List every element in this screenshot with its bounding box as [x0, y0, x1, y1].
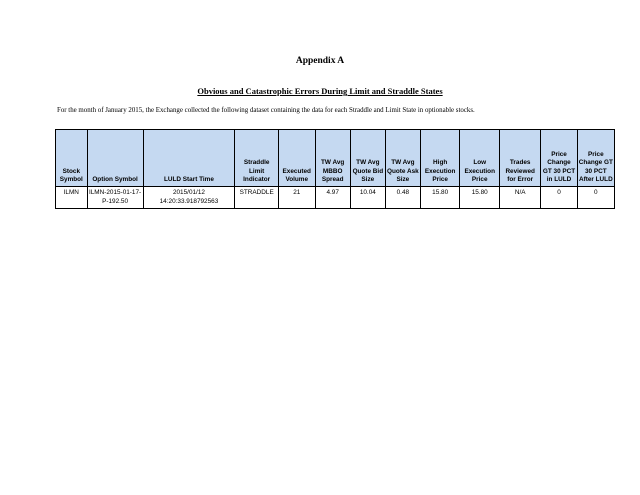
header-luld-start-time: LULD Start Time: [143, 130, 235, 187]
header-tw-avg-quote-bid-size: TW Avg Quote Bid Size: [350, 130, 385, 187]
cell-tw-avg-mbbo-spread: 4.97: [315, 187, 350, 209]
cell-stock-symbol: ILMN: [56, 187, 88, 209]
cell-straddle-limit-indicator: STRADDLE: [235, 187, 279, 209]
header-price-change-in-luld: Price Change GT 30 PCT in LULD: [541, 130, 577, 187]
intro-paragraph: For the month of January 2015, the Exchange collected the following dataset containing the data for each Straddle and Limit State in optionable stocks.: [57, 107, 475, 114]
document-title: Obvious and Catastrophic Errors During Limit and Straddle States: [197, 86, 443, 96]
cell-executed-volume: 21: [278, 187, 315, 209]
header-stock-symbol: Stock Symbol: [56, 130, 88, 187]
cell-luld-start-time: 2015/01/12 14:20:33.918792563: [143, 187, 235, 209]
cell-trades-reviewed: N/A: [500, 187, 541, 209]
cell-price-change-after-luld: 0: [577, 187, 614, 209]
cell-high-execution-price: 15.80: [420, 187, 460, 209]
header-price-change-after-luld: Price Change GT 30 PCT After LULD: [577, 130, 614, 187]
header-option-symbol: Option Symbol: [87, 130, 143, 187]
header-tw-avg-mbbo-spread: TW Avg MBBO Spread: [315, 130, 350, 187]
appendix-heading: Appendix A: [295, 56, 345, 66]
header-high-execution-price: High Execution Price: [420, 130, 460, 187]
cell-tw-avg-quote-ask-size: 0.48: [385, 187, 420, 209]
header-executed-volume: Executed Volume: [278, 130, 315, 187]
table-row: [56, 187, 615, 209]
header-straddle-limit-indicator: Straddle Limit Indicator: [235, 130, 279, 187]
luld-data-table: [55, 129, 615, 209]
cell-low-execution-price: 15.80: [460, 187, 500, 209]
cell-tw-avg-quote-bid-size: 10.04: [350, 187, 385, 209]
table-header-row: [56, 130, 615, 187]
cell-option-symbol: ILMN-2015-01-17-P-192.50: [87, 187, 143, 209]
header-trades-reviewed: Trades Reviewed for Error: [500, 130, 541, 187]
cell-price-change-in-luld: 0: [541, 187, 577, 209]
header-tw-avg-quote-ask-size: TW Avg Quote Ask Size: [385, 130, 420, 187]
header-low-execution-price: Low Execution Price: [460, 130, 500, 187]
